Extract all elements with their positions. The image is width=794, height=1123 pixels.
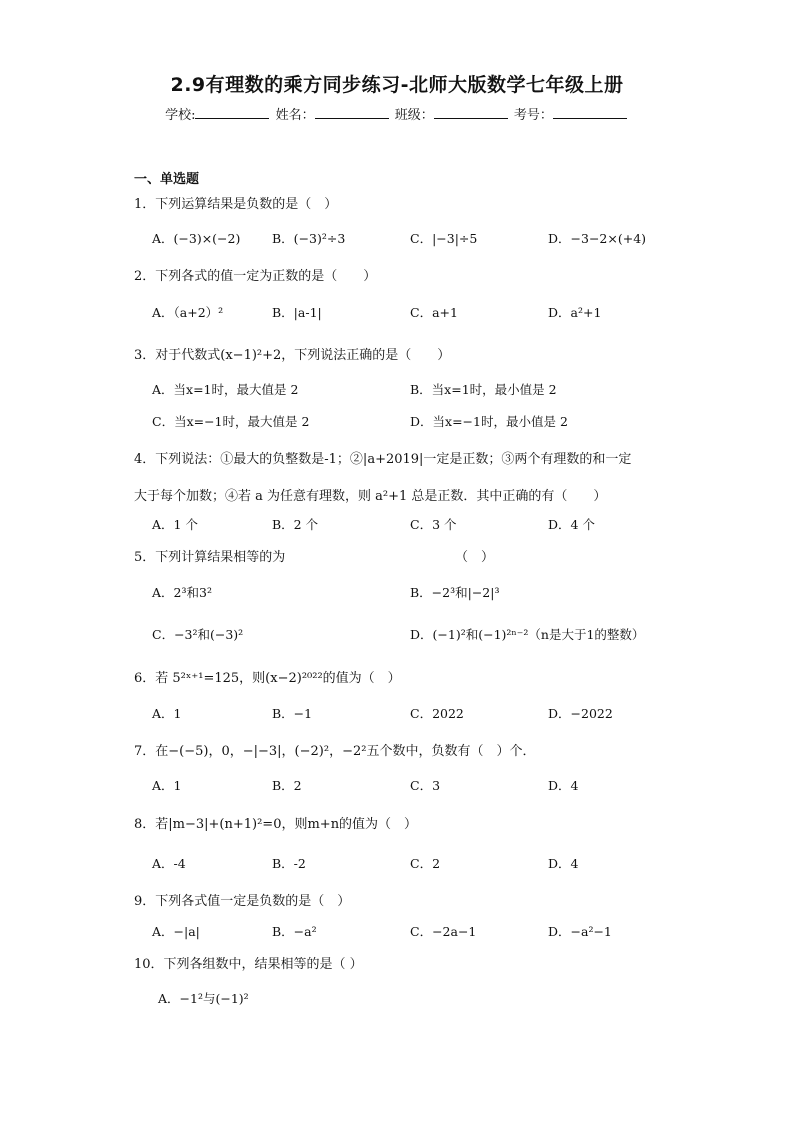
question-1-stem: 1．下列运算结果是负数的是（ ） [134, 197, 338, 212]
q9-option-b[interactable]: B．−a² [272, 924, 317, 939]
q8-option-b[interactable]: B．-2 [272, 856, 306, 871]
q6-option-a[interactable]: A．1 [152, 706, 182, 721]
q3-option-a[interactable]: A．当x=1时，最大值是 2 [152, 382, 299, 397]
q7-option-b[interactable]: B．2 [272, 778, 302, 793]
q2-option-b[interactable]: B．|a-1| [272, 305, 322, 320]
q5-option-b[interactable]: B．−2³和|−2|³ [410, 585, 500, 600]
name-blank[interactable] [315, 107, 389, 119]
q6-option-d[interactable]: D．−2022 [548, 706, 613, 721]
q2-option-c[interactable]: C．a+1 [410, 305, 458, 320]
q9-option-d[interactable]: D．−a²−1 [548, 924, 612, 939]
q1-option-b[interactable]: B．(−3)²÷3 [272, 231, 346, 246]
section-heading: 一、单选题 [134, 172, 200, 187]
number-label: 考号： [513, 108, 553, 123]
q1-option-d[interactable]: D．−3−2×(+4) [548, 231, 647, 246]
question-2-stem: 2．下列各式的值一定为正数的是（ ） [134, 269, 377, 284]
q4-option-c[interactable]: C．3 个 [410, 517, 457, 532]
class-label: 班级： [394, 108, 434, 123]
question-7-stem: 7．在−(−5)，0，−|−3|，(−2)²，−2²五个数中，负数有（ ）个． [134, 744, 536, 759]
question-10-stem: 10．下列各组数中，结果相等的是（ ） [134, 957, 363, 972]
school-blank[interactable] [195, 107, 269, 119]
q3-option-d[interactable]: D．当x=−1时，最小值是 2 [410, 414, 568, 429]
q8-option-a[interactable]: A．-4 [152, 856, 186, 871]
question-4-stem-continued: 大于每个加数；④若 a 为任意有理数，则 a²+1 总是正数．其中正确的有（ ） [134, 489, 607, 504]
question-3-stem: 3．对于代数式(x−1)²+2，下列说法正确的是（ ） [134, 348, 451, 363]
page-title: 2.9有理数的乘方同步练习-北师大版数学七年级上册 [170, 74, 624, 96]
q1-option-c[interactable]: C．|−3|÷5 [410, 231, 478, 246]
q3-option-c[interactable]: C．当x=−1时，最大值是 2 [152, 414, 310, 429]
q3-option-b[interactable]: B．当x=1时，最小值是 2 [410, 382, 557, 397]
number-blank[interactable] [553, 107, 627, 119]
question-8-stem: 8．若|m−3|+(n+1)²=0，则m+n的值为（ ） [134, 817, 418, 832]
q5-option-c[interactable]: C．−3²和(−3)² [152, 627, 244, 642]
question-5-answer-paren[interactable]: （ ） [455, 550, 495, 565]
q7-option-c[interactable]: C．3 [410, 778, 441, 793]
q4-option-a[interactable]: A．1 个 [152, 517, 198, 532]
q1-option-a[interactable]: A．(−3)×(−2) [152, 231, 241, 246]
q9-option-a[interactable]: A．−|a| [152, 924, 200, 939]
name-label: 姓名： [275, 108, 315, 123]
q10-option-a[interactable]: A．−1²与(−1)² [158, 991, 249, 1006]
q2-option-a[interactable]: A．（a+2）² [152, 305, 224, 320]
question-6-stem: 6．若 5²ˣ⁺¹=125，则(x−2)²⁰²²的值为（ ） [134, 671, 401, 686]
school-label: 学校: [165, 108, 196, 123]
q2-option-d[interactable]: D．a²+1 [548, 305, 602, 320]
q7-option-a[interactable]: A．1 [152, 778, 182, 793]
q5-option-a[interactable]: A．2³和3² [152, 585, 212, 600]
q9-option-c[interactable]: C．−2a−1 [410, 924, 477, 939]
q8-option-c[interactable]: C．2 [410, 856, 441, 871]
q7-option-d[interactable]: D．4 [548, 778, 579, 793]
q6-option-c[interactable]: C．2022 [410, 706, 464, 721]
question-9-stem: 9．下列各式值一定是负数的是（ ） [134, 894, 351, 909]
student-info-line [0, 104, 794, 123]
q5-option-d[interactable]: D．(−1)²和(−1)²ⁿ⁻²（n是大于1的整数） [410, 627, 645, 642]
question-4-stem: 4．下列说法：①最大的负整数是-1；②|a+2019|一定是正数；③两个有理数的和一定 [134, 452, 632, 467]
q4-option-b[interactable]: B．2 个 [272, 517, 319, 532]
question-5-stem: 5．下列计算结果相等的为 [134, 550, 286, 565]
q8-option-d[interactable]: D．4 [548, 856, 579, 871]
q4-option-d[interactable]: D．4 个 [548, 517, 595, 532]
class-blank[interactable] [434, 107, 508, 119]
q6-option-b[interactable]: B．−1 [272, 706, 313, 721]
